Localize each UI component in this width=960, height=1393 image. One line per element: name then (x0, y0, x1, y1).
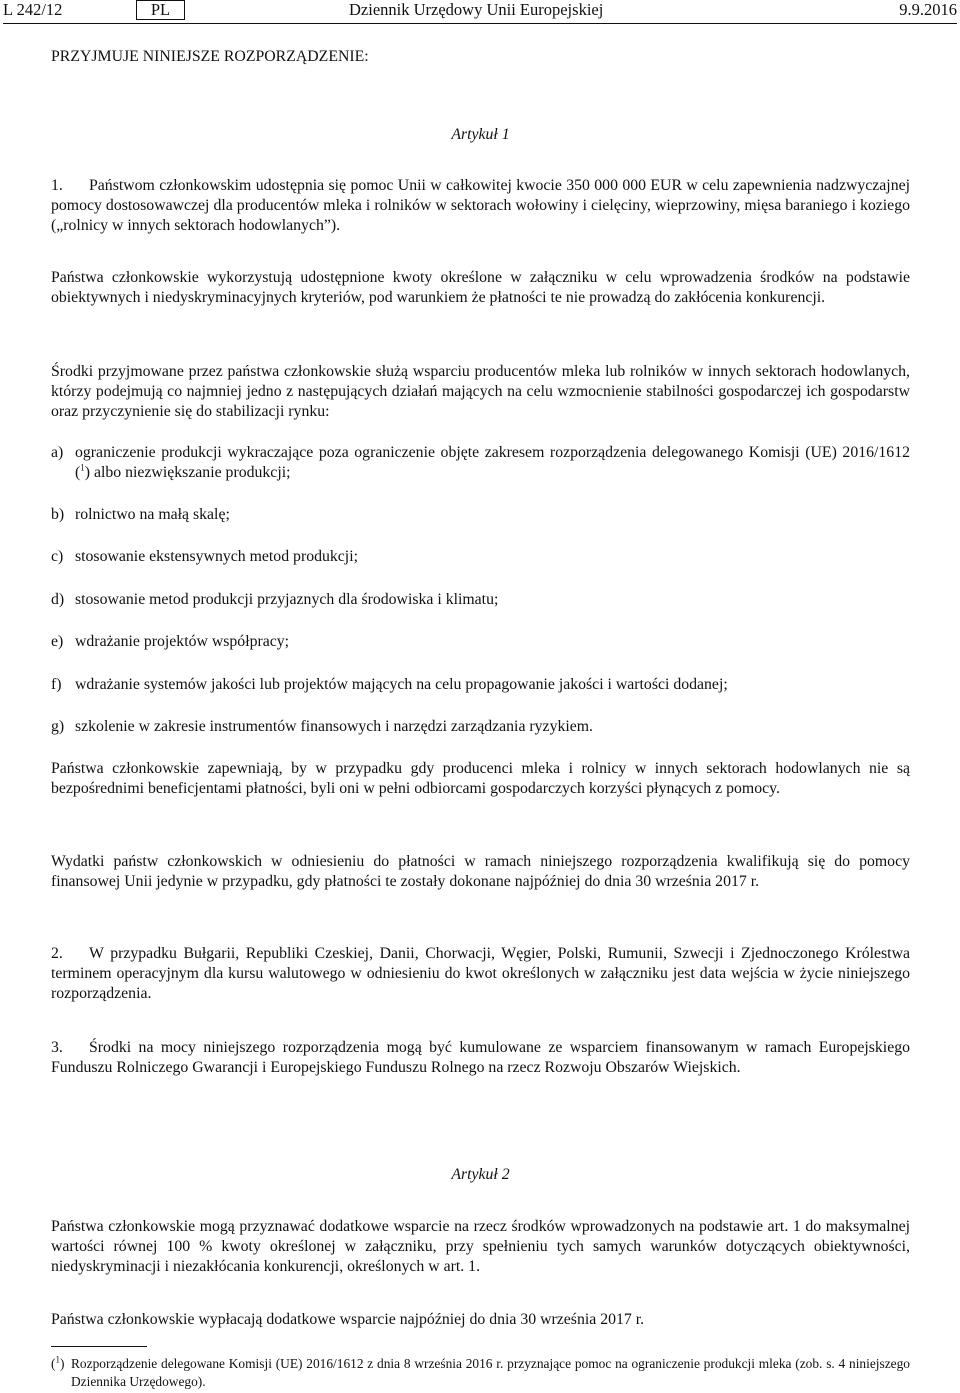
footnote (51, 1355, 910, 1391)
list-item-label: g) (51, 718, 65, 735)
list-item-f (51, 675, 910, 695)
list-item-g (51, 717, 910, 737)
paragraph-number: 2. (51, 945, 63, 962)
list-item-label: c) (51, 548, 64, 565)
list-item-d (51, 590, 910, 610)
article-2-paragraph-1: Państwa członkowskie mogą przyznawać dodatkowe wsparcie na rzecz środków wprowadzonych na podstawie art. 1 do maksymalnej wartości równej 100 % kwoty określonej w załączniku, przy spełnieniu tych samych warunków dotyczących obiektywności, niedyskryminacji i niezakłócania konkurencji, określonych w art. 1. (51, 1218, 910, 1275)
article-1-paragraph-3: Środki przyjmowane przez państwa członkowskie służą wsparciu producentów mleka lub rolników w innych sektorach hodowlanych, którzy podejmują co najmniej jedno z następujących działań mających na celu wzmocnienie stabilności gospodarczej ich gospodarstw oraz przyczynienie się do stabilizacji rynku: (51, 363, 910, 420)
list-item-label: e) (51, 633, 64, 650)
list-item-label: a) (51, 444, 64, 461)
article-2-paragraph-2: Państwa członkowskie wypłacają dodatkowe wsparcie najpóźniej do dnia 30 września 2017 r. (51, 1311, 645, 1328)
list-item-e (51, 632, 910, 652)
header-divider (3, 23, 957, 24)
article-1-paragraph-2: Państwa członkowskie wykorzystują udostępnione kwoty określone w załączniku w celu wprowadzenia środków na podstawie obiektywnych i niedyskryminacyjnych kryteriów, pod warunkiem że płatności te nie prowadzą do zakłócenia konkurencji. (51, 269, 910, 306)
language-badge: PL (136, 0, 185, 20)
list-item-text: szkolenie w zakresie instrumentów finansowych i narzędzi zarządzania ryzykiem. (75, 718, 594, 735)
paragraph-number: 1. (51, 177, 63, 194)
list-item-b (51, 505, 910, 525)
article-1-title: Artykuł 1 (451, 126, 510, 143)
paragraph-number: 3. (51, 1039, 63, 1056)
list-item-label: d) (51, 591, 65, 608)
paragraph-text: W przypadku Bułgarii, Republiki Czeskiej, Danii, Chorwacji, Węgier, Polski, Rumunii, Szwecji i Zjednoczonego Królestwa terminem operacyjnym dla kursu walutowego w odniesieniu do kwot określonych w załączniku jest data wejścia w życie niniejszego rozporządzenia. (51, 945, 910, 1002)
list-item-text: stosowanie metod produkcji przyjaznych dla środowiska i klimatu; (75, 591, 499, 608)
list-item-text: ograniczenie produkcji wykraczające poza ograniczenie objęte zakresem rozporządzenia delegowanego Komisji (UE) 2016/1612 ($^1$) albo niezwiększanie produkcji; (75, 444, 910, 481)
footnote-reference[interactable]: 1 (80, 462, 85, 473)
footnote-text: Rozporządzenie delegowane Komisji (UE) 2016/1612 z dnia 8 września 2016 r. przyznające pomoc na ograniczenie produkcji mleka (zob. s. 4 niniejszego Dziennika Urzędowego). (71, 1356, 910, 1389)
list-item-a (51, 443, 910, 483)
list-item-text: rolnictwo na małą skalę; (75, 506, 230, 523)
article-1-paragraph-5: Wydatki państw członkowskich w odniesieniu do płatności w ramach niniejszego rozporządzenia kwalifikują się do pomocy finansowej Unii jedynie w przypadku, gdy płatności te zostały dokonane najpóźniej do dnia 30 września 2017 r. (51, 853, 910, 890)
intro-text: PRZYJMUJE NINIEJSZE ROZPORZĄDZENIE: (51, 48, 369, 65)
article-1-paragraph-6 (51, 944, 910, 1004)
list-item-text: wdrażanie systemów jakości lub projektów mających na celu propagowanie jakości i wartości dodanej; (75, 676, 728, 693)
footnote-divider (51, 1346, 147, 1347)
article-1-paragraph-1 (51, 176, 910, 236)
list-item-c (51, 547, 910, 567)
article-1-paragraph-7 (51, 1038, 910, 1078)
page-header (3, 0, 957, 22)
paragraph-text: Państwom członkowskim udostępnia się pomoc Unii w całkowitej kwocie 350 000 000 EUR w celu zapewnienia nadzwyczajnej pomocy dostosowawczej dla producentów mleka i rolników w sektorach wołowiny i cielęciny, wieprzowiny, mięsa baraniego i koziego („rolnicy w innych sektorach hodowlanych”). (51, 177, 910, 234)
paragraph-text: Środki na mocy niniejszego rozporządzenia mogą być kumulowane ze wsparciem finansowanym w ramach Europejskiego Funduszu Rolniczego Gwarancji i Europejskiego Funduszu Rolnego na rzecz Rozwoju Obszarów Wiejskich. (51, 1039, 910, 1076)
journal-title: Dziennik Urzędowy Unii Europejskiej (349, 0, 604, 19)
article-2-title: Artykuł 2 (451, 1166, 510, 1183)
article-1-paragraph-4: Państwa członkowskie zapewniają, by w przypadku gdy producenci mleka i rolnicy w innych sektorach hodowlanych nie są bezpośrednimi beneficjentami płatności, byli oni w pełni odbiorcami gospodarczych korzyści płynących z pomocy. (51, 760, 910, 797)
list-item-text: stosowanie ekstensywnych metod produkcji; (75, 548, 358, 565)
list-item-label: b) (51, 506, 65, 523)
publication-date: 9.9.2016 (899, 0, 957, 19)
list-item-label: f) (51, 676, 62, 693)
list-item-text: wdrażanie projektów współpracy; (75, 633, 290, 650)
page-reference: L 242/12 (3, 0, 63, 19)
footnote-label: ($^1$) (51, 1354, 65, 1371)
